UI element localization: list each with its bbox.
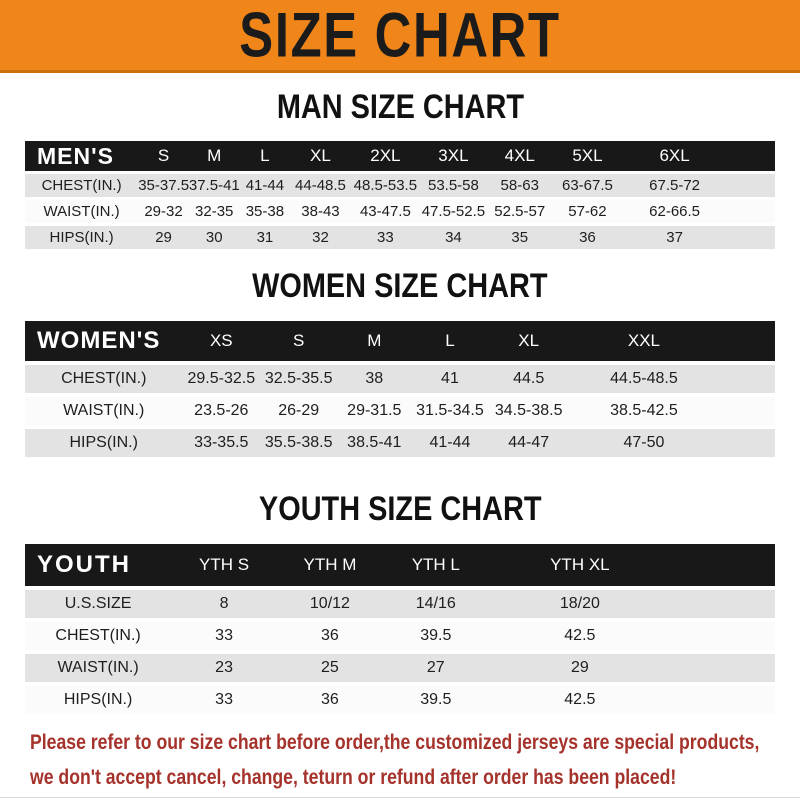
row-label: CHEST(IN.) (41, 177, 122, 194)
size-value-cell: 42.5 (564, 627, 596, 644)
size-value-cell: 43-47.5 (359, 203, 411, 220)
table-row (25, 200, 775, 223)
row-label: WAIST(IN.) (63, 402, 145, 419)
column-header: YTH M (303, 555, 357, 574)
size-value-cell: 38.5-42.5 (610, 402, 678, 419)
size-value-cell: 38 (365, 370, 384, 387)
size-value-cell: 29 (155, 229, 172, 246)
row-label: HIPS(IN.) (69, 434, 138, 451)
size-value-cell: 39.5 (420, 691, 452, 708)
row-label: HIPS(IN.) (49, 229, 114, 246)
size-value-cell: 10/12 (309, 595, 350, 612)
size-value-cell: 29.5-32.5 (187, 370, 256, 387)
size-value-cell: 34 (445, 229, 462, 246)
table-row (25, 429, 775, 457)
size-value-cell: 44-48.5 (295, 177, 346, 194)
row-label: WAIST(IN.) (57, 659, 139, 676)
column-header: XS (209, 331, 233, 350)
table-header-row (25, 141, 775, 171)
size-value-cell: 41 (441, 370, 459, 387)
youth-size-section (0, 491, 800, 718)
title-banner (0, 0, 800, 73)
size-value-cell: 33 (215, 691, 233, 708)
size-value-cell: 62-66.5 (649, 203, 701, 220)
disclaimer-note (30, 725, 800, 795)
table-row (25, 590, 775, 618)
size-value-cell: 44.5 (513, 370, 545, 387)
size-value-cell: 35-37.5 (138, 177, 189, 194)
size-value-cell: 44-47 (508, 434, 550, 451)
size-value-cell: 39.5 (420, 627, 452, 644)
table-row (25, 397, 775, 425)
size-value-cell: 44.5-48.5 (610, 370, 678, 387)
table-corner-label: YOUTH (37, 551, 131, 578)
size-value-cell: 41-44 (245, 177, 285, 194)
size-value-cell: 27 (426, 659, 445, 676)
row-label: WAIST(IN.) (43, 203, 120, 220)
row-label: CHEST(IN.) (55, 627, 141, 644)
column-header: YTH L (411, 555, 460, 574)
size-value-cell: 23.5-26 (194, 402, 249, 419)
table-header-row (25, 544, 775, 586)
women-size-section (0, 268, 800, 461)
size-value-cell: 32-35 (195, 203, 234, 220)
size-value-cell: 31.5-34.5 (416, 402, 484, 419)
column-header: YTH XL (550, 555, 610, 574)
column-header: S (157, 146, 170, 165)
size-value-cell: 29 (570, 659, 589, 676)
size-value-cell: 29-32 (144, 203, 183, 220)
size-value-cell: 67.5-72 (649, 177, 701, 194)
table-row (25, 174, 775, 197)
women-section-heading: WOMEN SIZE CHART (252, 267, 548, 305)
column-header: XL (518, 331, 540, 350)
column-header: M (367, 331, 382, 350)
men-size-section (0, 89, 800, 252)
size-value-cell: 42.5 (564, 691, 596, 708)
youth-size-table (25, 540, 775, 718)
size-value-cell: 33 (215, 627, 233, 644)
size-value-cell: 57-62 (568, 203, 607, 220)
table-row (25, 365, 775, 393)
size-value-cell: 35 (511, 229, 529, 246)
column-header: 4XL (504, 146, 535, 165)
disclaimer-line-2: we don't accept cancel, change, teturn or refund after order has been placed! (30, 766, 677, 789)
disclaimer-line-1: Please refer to our size chart before order,the customized jerseys are special products, (30, 731, 760, 754)
size-value-cell: 37 (666, 229, 683, 246)
size-value-cell: 33-35.5 (194, 434, 249, 451)
size-value-cell: 14/16 (415, 595, 456, 612)
column-header: XXL (627, 331, 661, 350)
size-value-cell: 48.5-53.5 (353, 177, 418, 194)
size-value-cell: 35.5-38.5 (264, 434, 333, 451)
size-value-cell: 23 (215, 659, 233, 676)
column-header: XL (310, 146, 331, 165)
size-value-cell: 33 (377, 229, 394, 246)
size-value-cell: 47.5-52.5 (421, 203, 486, 220)
column-header: 5XL (572, 146, 603, 165)
bottom-edge-line (0, 797, 800, 798)
table-row (25, 654, 775, 682)
table-header-row (25, 321, 775, 361)
size-value-cell: 25 (321, 659, 339, 676)
size-value-cell: 31 (256, 229, 274, 246)
row-label: HIPS(IN.) (63, 691, 133, 708)
size-value-cell: 36 (579, 229, 596, 246)
size-value-cell: 36 (321, 691, 339, 708)
page-title: SIZE CHART (239, 0, 561, 71)
size-value-cell: 36 (321, 627, 339, 644)
size-value-cell: 34.5-38.5 (494, 402, 563, 419)
size-value-cell: 35-38 (245, 203, 285, 220)
table-row (25, 686, 775, 714)
size-value-cell: 63-67.5 (562, 177, 613, 194)
column-header: L (260, 146, 270, 165)
table-corner-label: WOMEN'S (37, 327, 161, 354)
size-value-cell: 52.5-57 (494, 203, 546, 220)
column-header: S (292, 331, 305, 350)
size-value-cell: 38-43 (301, 203, 340, 220)
size-value-cell: 8 (219, 595, 229, 612)
size-value-cell: 30 (205, 229, 223, 246)
size-value-cell: 41-44 (429, 434, 471, 451)
column-header: YTH S (199, 555, 250, 574)
table-row (25, 226, 775, 249)
size-value-cell: 53.5-58 (427, 177, 479, 194)
men-section-heading: MAN SIZE CHART (276, 88, 524, 126)
column-header: M (207, 146, 222, 165)
table-corner-label: MEN'S (37, 142, 114, 169)
youth-section-heading: YOUTH SIZE CHART (258, 490, 542, 528)
column-header: 3XL (438, 146, 469, 165)
table-row (25, 622, 775, 650)
row-label: CHEST(IN.) (61, 370, 147, 387)
men-size-table (25, 138, 775, 252)
size-value-cell: 38.5-41 (347, 434, 402, 451)
column-header: 6XL (659, 146, 690, 165)
size-value-cell: 32.5-35.5 (264, 370, 333, 387)
column-header: L (445, 331, 455, 350)
size-value-cell: 26-29 (278, 402, 320, 419)
size-value-cell: 47-50 (623, 434, 665, 451)
size-value-cell: 37.5-41 (188, 177, 240, 194)
size-value-cell: 18/20 (559, 595, 600, 612)
row-label: U.S.SIZE (64, 595, 132, 612)
women-size-table (25, 317, 775, 461)
size-value-cell: 29-31.5 (347, 402, 402, 419)
size-value-cell: 58-63 (500, 177, 539, 194)
size-value-cell: 32 (312, 229, 329, 246)
column-header: 2XL (370, 146, 401, 165)
